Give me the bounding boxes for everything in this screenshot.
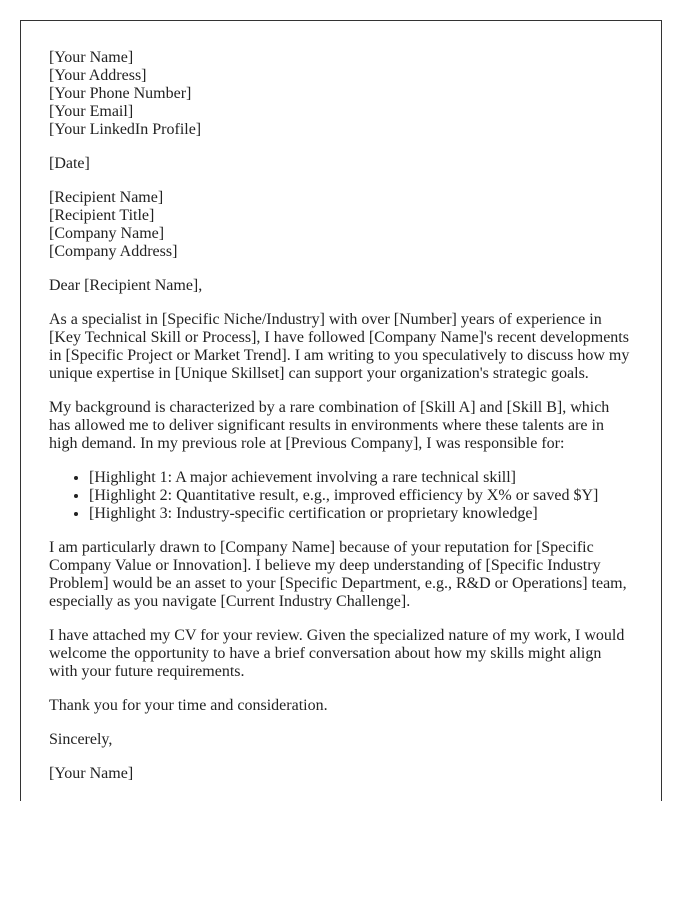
- paragraph-background: My background is characterized by a rare combination of [Skill A] and [Skill B], which has allowed me to deliver significant results in environments where these talents are in high demand. In my previous role at [Previous Company], I was responsible for:: [49, 399, 610, 452]
- paragraph-intro: As a specialist in [Specific Niche/Industry] with over [Number] years of experience in [Key Technical Skill or Process], I have followed [Company Name]'s recent developments in [Specific Project or Market Trend]. I am writing to you speculatively to discuss how my unique expertise in [Unique Skillset] can support your organization's strategic goals.: [49, 311, 630, 382]
- recipient-name: [Recipient Name]: [49, 189, 164, 206]
- highlight-item: • [Highlight 1: A major achievement involving a rare technical skill]: [89, 469, 633, 487]
- sender-name: [Your Name]: [49, 49, 134, 66]
- recipient-company: [Company Name]: [49, 225, 165, 242]
- sender-email: [Your Email]: [49, 103, 134, 120]
- sender-block: [49, 49, 633, 139]
- sender-linkedin: [Your LinkedIn Profile]: [49, 121, 202, 138]
- recipient-address: [Company Address]: [49, 243, 178, 260]
- paragraph-cv: I have attached my CV for your review. Given the specialized nature of my work, I would welcome the opportunity to have a brief conversation about how my skills might align with your future requirements.: [49, 627, 625, 680]
- cover-letter: [20, 20, 662, 801]
- salutation: Dear [Recipient Name],: [49, 277, 203, 294]
- sender-address: [Your Address]: [49, 67, 147, 84]
- recipient-block: [49, 189, 633, 261]
- sender-phone: [Your Phone Number]: [49, 85, 192, 102]
- paragraph-motivation: I am particularly drawn to [Company Name] because of your reputation for [Specific Company Value or Innovation]. I believe my deep understanding of [Specific Industry Problem] would be an asset to your [Specific Department, e.g., R&D or Operations] team, especially as you navigate [Current Industry Challenge].: [49, 539, 627, 610]
- closing: Sincerely,: [49, 731, 113, 748]
- highlight-item: • [Highlight 2: Quantitative result, e.g., improved efficiency by X% or saved $Y]: [89, 487, 633, 505]
- signature: [Your Name]: [49, 765, 134, 782]
- date: [Date]: [49, 155, 90, 172]
- highlight-item: • [Highlight 3: Industry-specific certification or proprietary knowledge]: [89, 505, 633, 523]
- highlights-list: [49, 469, 633, 523]
- paragraph-thanks: Thank you for your time and consideration.: [49, 697, 328, 714]
- recipient-title: [Recipient Title]: [49, 207, 155, 224]
